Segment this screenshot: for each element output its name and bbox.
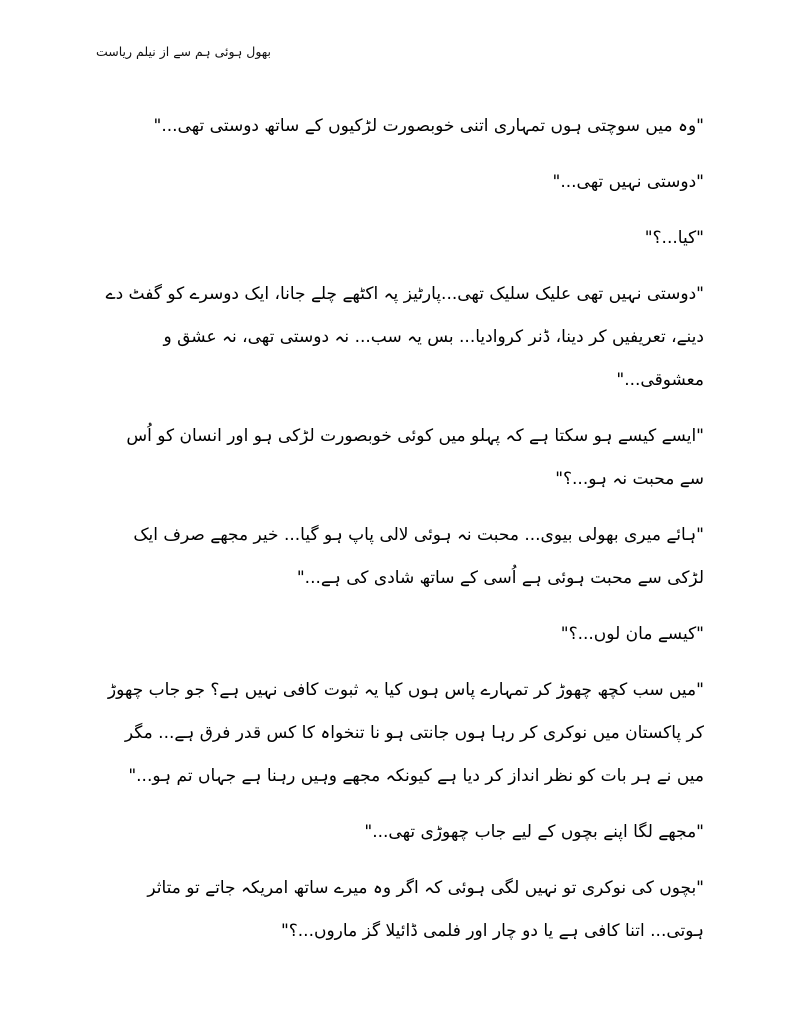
dialogue-paragraph-5: "ایسے کیسے ہو سکتا ہے کہ پہلو میں کوئی خوبصورت لڑکی ہو اور انسان کو اُس سے محبت نہ ہو...؟" (126, 426, 704, 489)
dialogue-paragraph-9: "مجھے لگا اپنے بچوں کے لیے جاب چھوڑی تھی..." (364, 822, 704, 842)
dialogue-paragraph-7: "کیسے مان لوں...؟" (560, 624, 704, 644)
dialogue-paragraph-4: "دوستی نہیں تھی علیک سلیک تھی...پارٹیز پہ اکٹھے چلے جانا، ایک دوسرے کو گفٹ دے دینے، تعریفیں کر دینا، ڈنر کروادیا... بس یہ سب... نہ دوستی تھی، نہ عشق و معشوقی..." (105, 284, 704, 390)
dialogue-paragraph-1: "وہ میں سوچتی ہوں تمہاری اتنی خوبصورت لڑکیوں کے ساتھ دوستی تھی..." (153, 116, 704, 136)
dialogue-paragraph-2: "دوستی نہیں تھی..." (552, 172, 704, 192)
dialogue-body (104, 105, 704, 953)
dialogue-paragraph-8: "میں سب کچھ چھوڑ کر تمہارے پاس ہوں کیا یہ ثبوت کافی نہیں ہے؟ جو جاب چھوڑ کر پاکستان میں نوکری کر رہا ہوں جانتی ہو نا تنخواہ کا کس قدر فرق ہے... مگر میں نے ہر بات کو نظر انداز کر دیا ہے کیونکہ مجھے وہیں رہنا ہے جہاں تم ہو..." (107, 680, 704, 786)
dialogue-paragraph-3: "کیا...؟" (644, 228, 704, 248)
running-header: بھول ہوئی ہم سے از نیلم ریاست (96, 44, 272, 59)
dialogue-paragraph-6: "ہائے میری بھولی بیوی... محبت نہ ہوئی لالی پاپ ہو گیا... خیر مجھے صرف ایک لڑکی سے محبت ہوئی ہے اُسی کے ساتھ شادی کی ہے..." (133, 525, 704, 588)
dialogue-paragraph-10: "بچوں کی نوکری تو نہیں لگی ہوئی کہ اگر وہ میرے ساتھ امریکہ جاتے تو متاثر ہوتی... اتنا کافی ہے یا دو چار اور فلمی ڈائیلا گز ماروں...؟" (147, 878, 704, 941)
